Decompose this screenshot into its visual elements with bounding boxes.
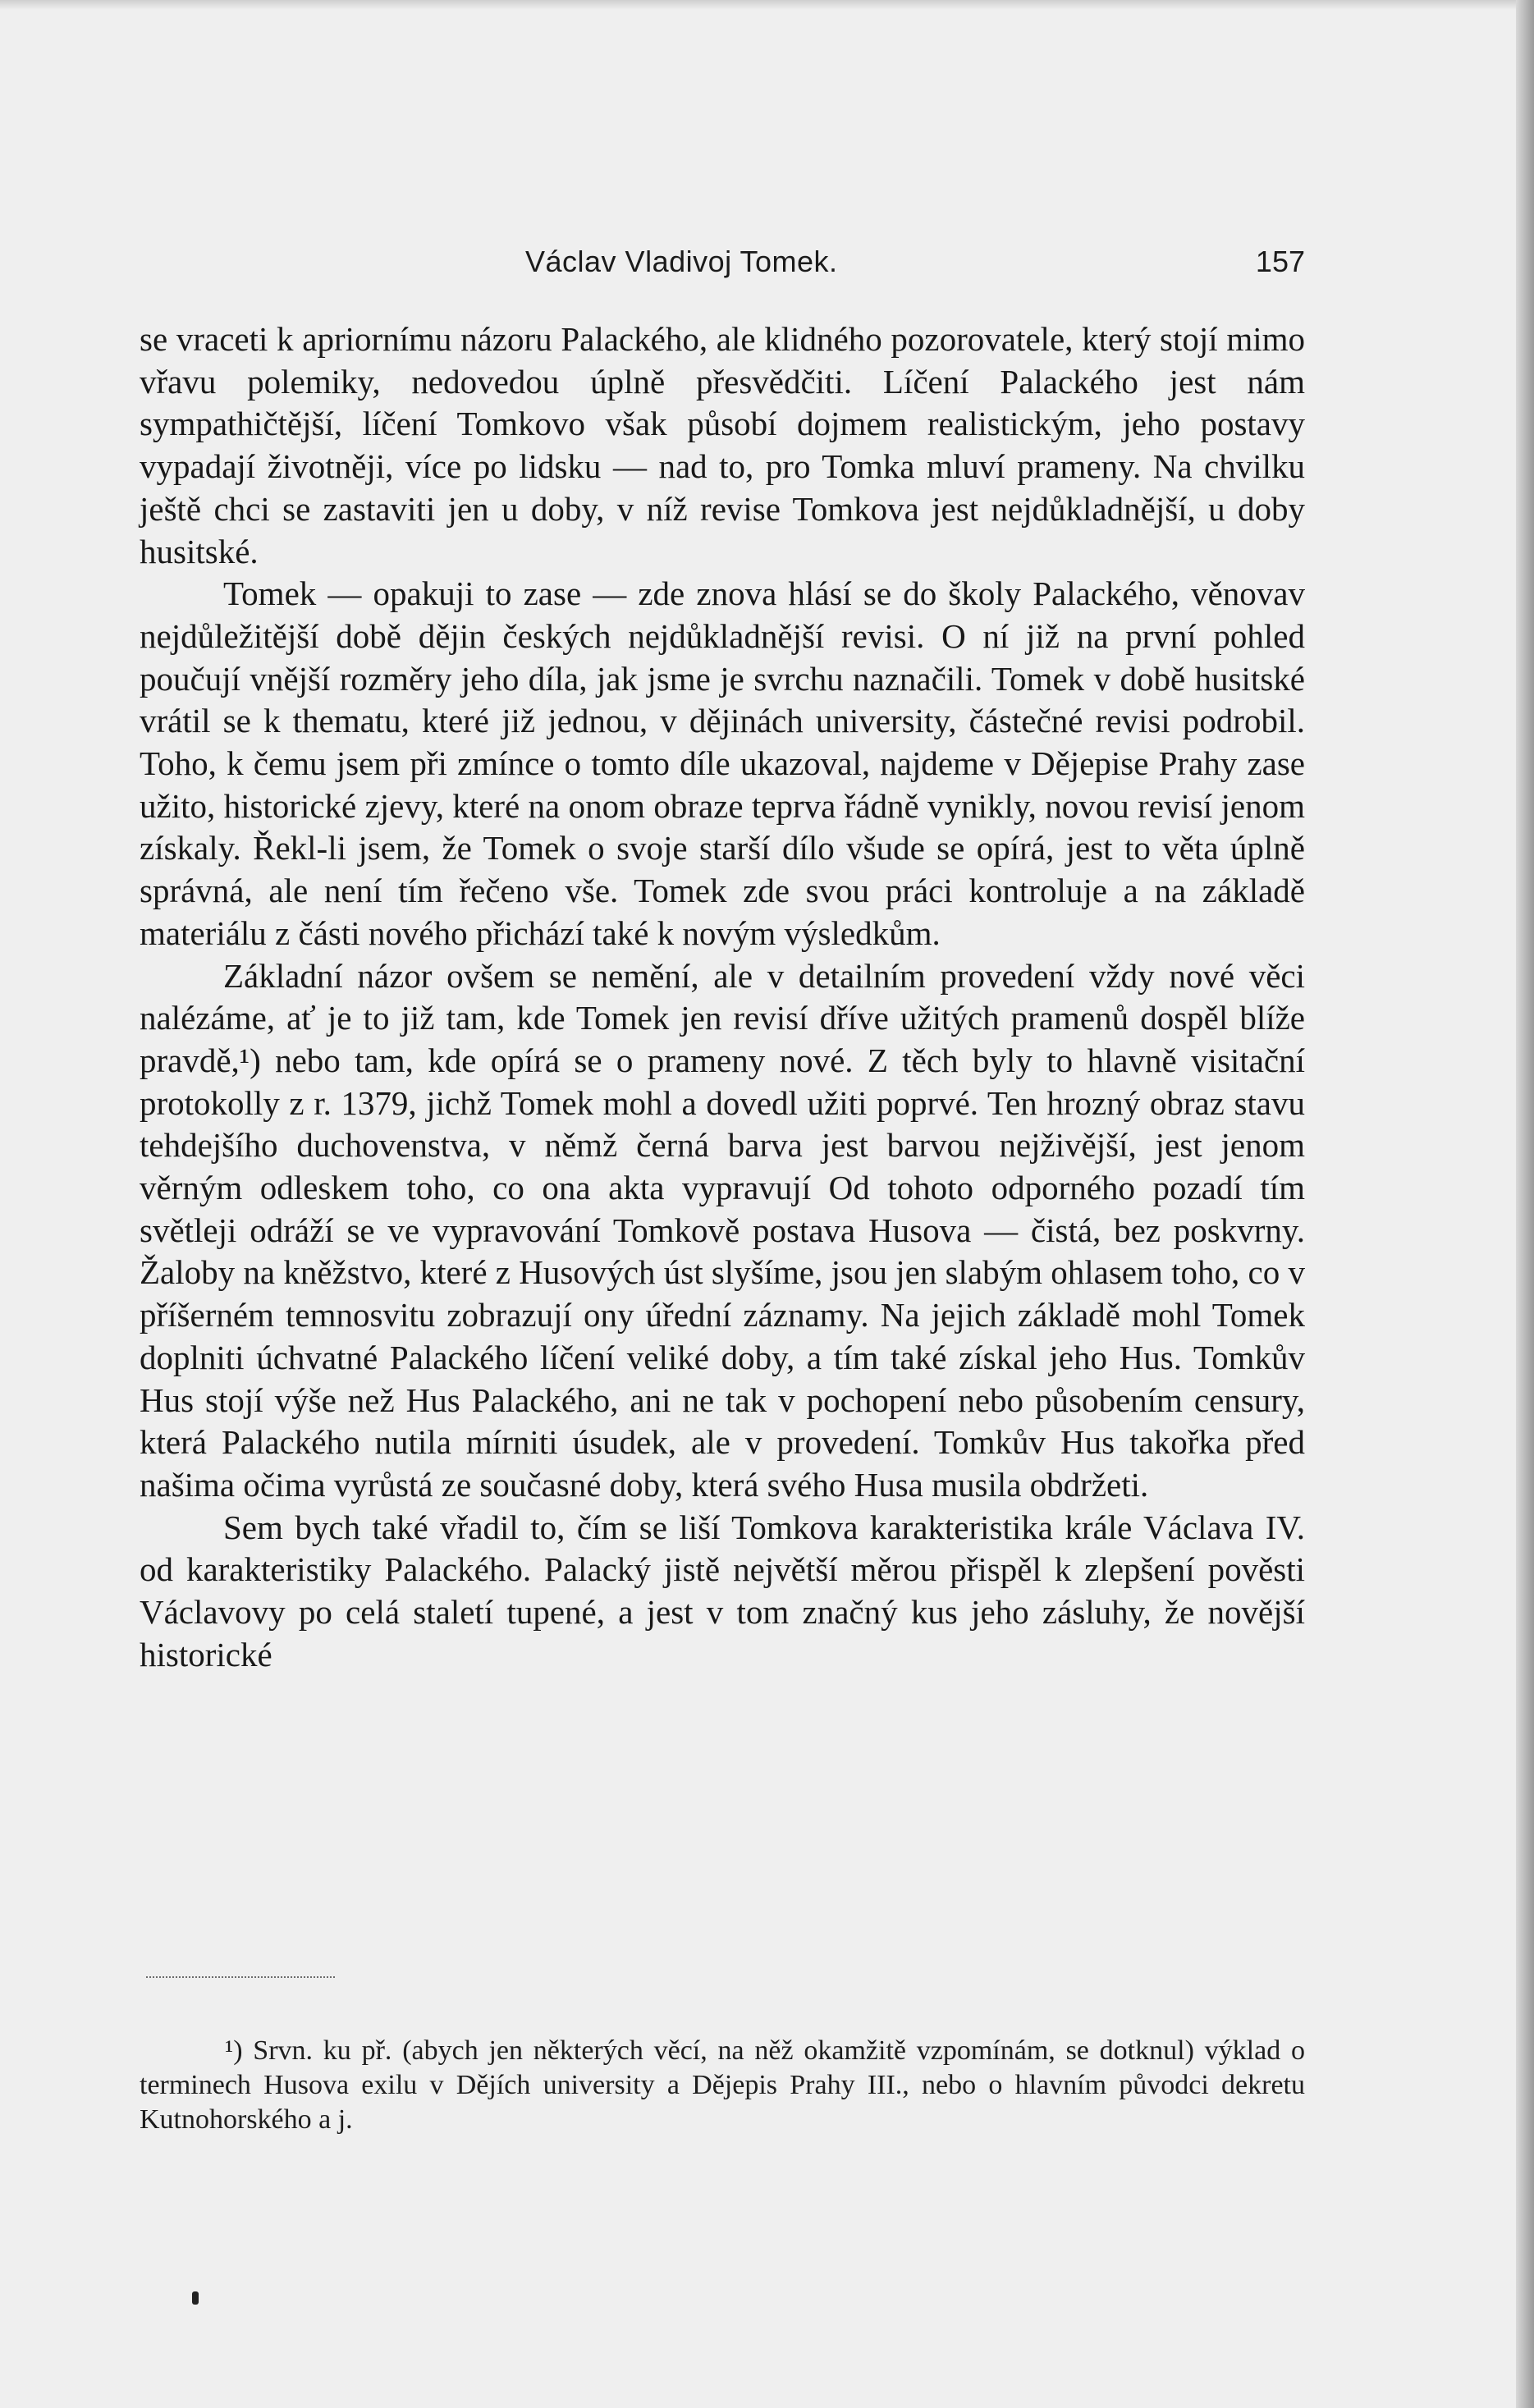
running-title: Václav Vladivoj Tomek. — [525, 245, 838, 278]
paragraph: Základní názor ovšem se nemění, ale v detailním provedení vždy nové věci nalézáme, ať je to již tam, kde Tomek jen revisí dříve užitých pramenů dospěl blíže pravdě,¹) nebo tam, kde opírá se o prameny nové. Z těch byly to hlavně visitační protokolly z r. 1379, jichž Tomek mohl a dovedl užiti poprvé. Ten hrozný obraz stavu tehdejšího duchovenstva, v němž černá barva jest barvou nejživější, jest jenom věrným odleskem toho, co ona akta vypravují Od tohoto odporného pozadí tím světleji odráží se ve vypravování Tomkově postava Husova — čistá, bez poskvrny. Žaloby na kněžstvo, které z Husových úst slyšíme, jsou jen slabým ohlasem toho, co v příšerném temnosvitu zobrazují ony úřední záznamy. Na jejich základě mohl Tomek doplniti úchvatné Palackého líčení veliké doby, a tím také získal jeho Hus. Tomkův Hus stojí výše než Hus Palackého, ani ne tak v pochopení nebo působením censury, která Palackého nutila mírniti úsudek, ale v provedení. Tomkův Hus takořka před našima očima vyrůstá ze současné doby, která svého Husa musila obdržeti. — [140, 956, 1305, 1504]
body-text — [140, 318, 1305, 1677]
scan-right-edge — [1516, 0, 1534, 2408]
paragraph: se vraceti k apriornímu názoru Palackého, ale klidného pozorovatele, který stojí mimo vřavu polemiky, nedovedou úplně přesvědčiti. Líčení Palackého jest nám sympathičtější, líčení Tomkovo však působí dojmem realistickým, jeho postavy vypadají životněji, více po lidsku — nad to, pro Tomka mluví prameny. Na chvilku ještě chci se zastaviti jen u doby, v níž revise Tomkova jest nejdůkladnější, u doby husitské. — [140, 320, 1305, 570]
paragraph: Sem bych také vřadil to, čím se liší Tomkova karakteristika krále Václava IV. od karakteristiky Palackého. Palacký jistě největší měrou přispěl k zlepšení pověsti Václavovy po celá staletí tupené, a jest v tom značný kus jeho zásluhy, že novější historické — [140, 1508, 1305, 1673]
footnote-separator — [146, 1976, 335, 1978]
page-number: 157 — [1255, 245, 1305, 278]
ink-speck — [192, 2291, 199, 2305]
page-header — [140, 245, 1305, 286]
scan-top-edge — [0, 0, 1534, 10]
footnote-text: ¹) Srvn. ku př. (abych jen některých věcí, na něž okamžitě vzpomínám, se dotknul) výklad o terminech Husova exilu v Dějích university a Dějepis Prahy III., nebo o hlavním původci dekretu Kutnohorského a j. — [140, 2035, 1305, 2135]
footnote — [140, 2034, 1305, 2137]
paragraph: Tomek — opakuji to zase — zde znova hlásí se do školy Palackého, věnovav nejdůležitější době dějin českých nejdůkladnější revisi. O ní již na první pohled poučují vnější rozměry jeho díla, jak jsme je svrchu naznačili. Tomek v době husitské vrátil se k thematu, které již jednou, v dějinách university, částečné revisi podrobil. Toho, k čemu jsem při zmínce o tomto díle ukazoval, najdeme v Dějepise Prahy zase užito, historické zjevy, které na onom obraze teprva řádně vynikly, novou revisí jenom získaly. Řekl-li jsem, že Tomek o svoje starší dílo všude se opírá, jest to věta úplně správná, ale není tím řečeno vše. Tomek zde svou práci kontroluje a na základě materiálu z části nového přichází také k novým výsledkům. — [140, 575, 1305, 952]
